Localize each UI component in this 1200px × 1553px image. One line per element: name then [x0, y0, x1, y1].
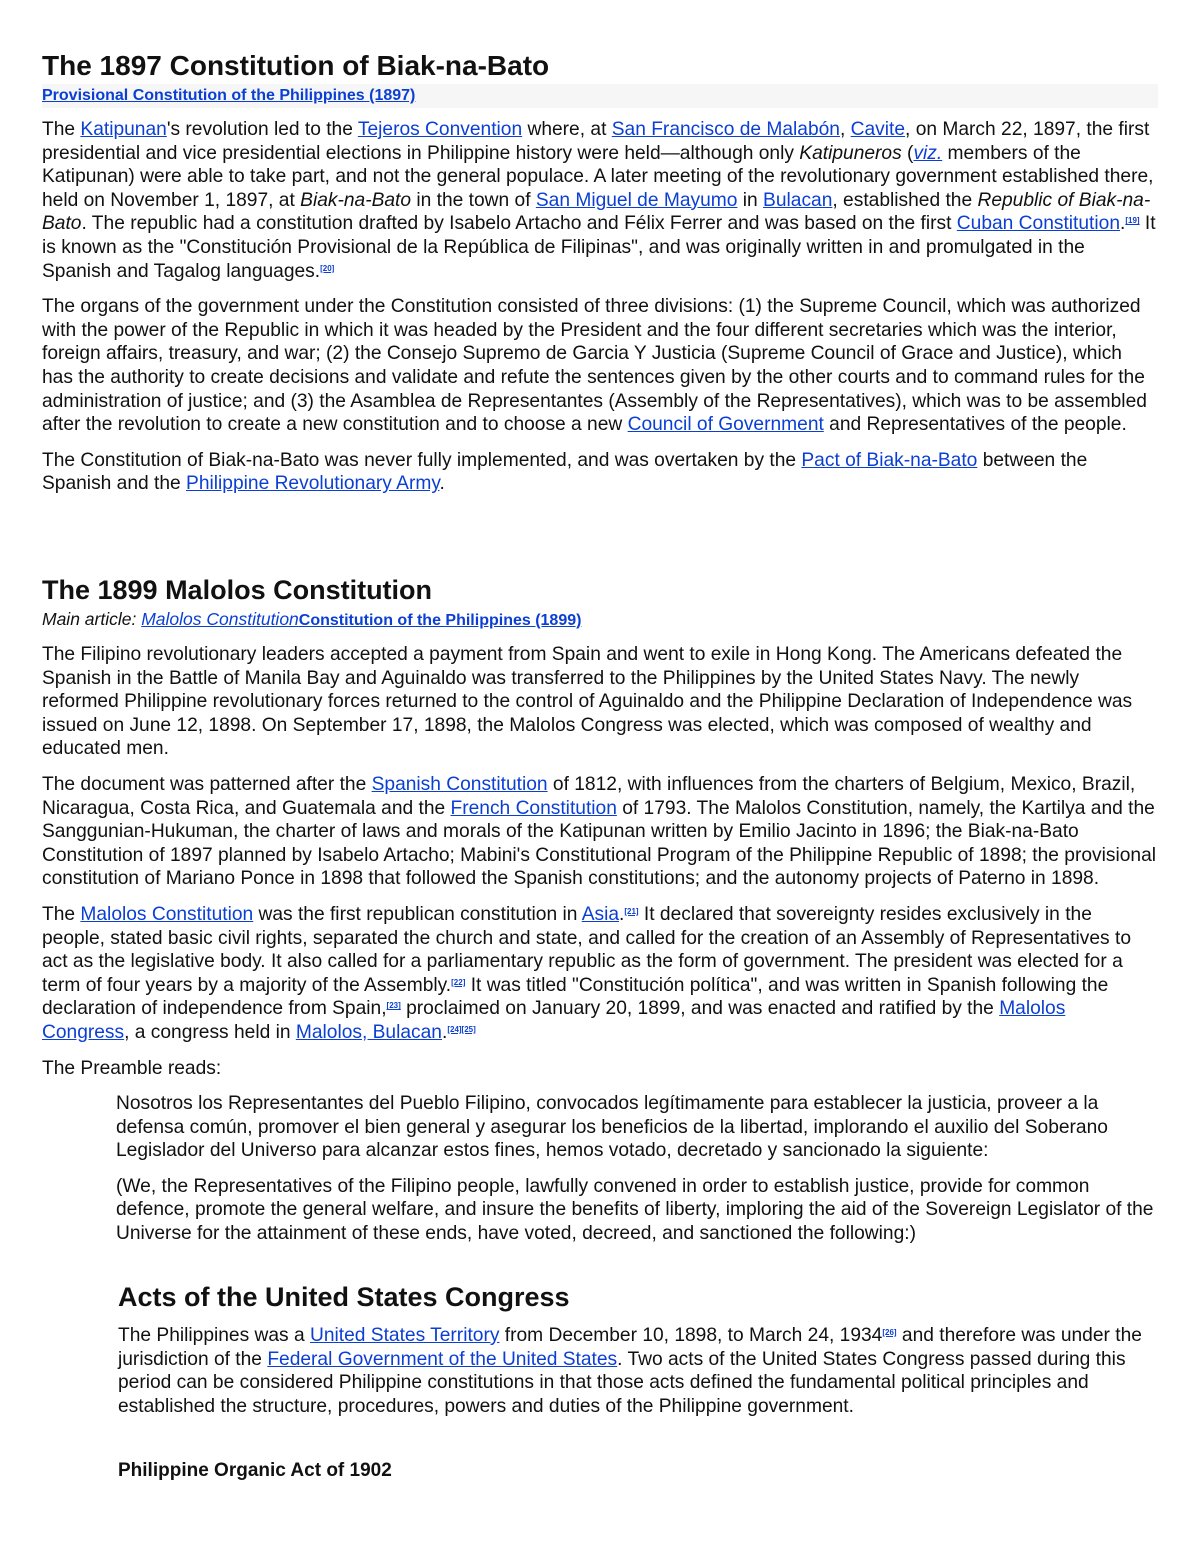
link-spanish-constitution[interactable]: Spanish Constitution — [371, 773, 548, 795]
subsection-title-organic-act: Philippine Organic Act of 1902 — [118, 1460, 392, 1482]
link-asia[interactable]: Asia — [581, 903, 620, 925]
paragraph-1897-pact: The Constitution of Biak-na-Bato was never fully implemented, and was overtaken by the Pact of Biak-na-Bato between the Spanish and the Philippine Revolutionary Army. — [42, 449, 1088, 495]
section-title-1897: The 1897 Constitution of Biak-na-Bato — [42, 50, 550, 81]
section-us-congress — [42, 1280, 1158, 1482]
link-cavite[interactable]: Cavite — [850, 119, 906, 140]
link-katipunan[interactable]: Katipunan — [80, 119, 167, 140]
link-united-states-territory[interactable]: United States Territory — [309, 1325, 500, 1346]
link-cuban-constitution[interactable]: Cuban Constitution — [956, 213, 1120, 235]
paragraph-1899-patterned: The document was patterned after the Spanish Constitution of 1812, with influences from the charters of Belgium, Mexico, Brazil, Nicaragua, Costa Rica, and Guatemala and the French Constitution of 1793. The Malolos Constitution, namely, the Kartilya and the Sanggunian-Hukuman, the charter of laws and morals of the Katipunan written by Emilio Jacinto in 1896; the Biak-na-Bato Constitution of 1897 planned by Isabelo Artacho; Mabini's Constitutional Program of the Philippine Republic of 1898; the provisional constitution of Mariano Ponce in 1898 that followed the Spanish constitutions; and the autonomy projects of Paterno in 1898. — [42, 773, 1157, 890]
ref-23[interactable]: [23] — [386, 1001, 401, 1011]
ref-21[interactable]: [21] — [624, 906, 639, 916]
ref-24-25[interactable]: [24][25] — [447, 1024, 476, 1034]
paragraph-1897-organs: The organs of the government under the Constitution consisted of three divisions: (1) the Supreme Council, which was authorized with the power of the Republic in which it was headed by the President and the four different secretaries which was the interior, foreign affairs, treasury, and war; (2) the Consejo Supremo de Garcia Y Justicia (Supreme Council of Grace and Justice), which has the authority to create decisions and validate and refute the sentences given by the other courts and to command rules for the administration of justice; and (3) the Asamblea de Representantes (Assembly of the Representatives), which was to be assembled after the revolution to create a new constitution and to choose a new Council of Government and Representatives of the people. — [42, 296, 1147, 436]
link-viz[interactable]: viz. — [913, 142, 943, 164]
section-biak-na-bato — [42, 48, 1158, 508]
subheading-1897 — [42, 84, 1158, 108]
ref-26[interactable]: [26] — [882, 1328, 897, 1337]
ref-22[interactable]: [22] — [451, 977, 466, 987]
link-provisional-constitution[interactable]: Provisional Constitution of the Philippines (1897) — [42, 87, 416, 104]
link-council-of-government[interactable]: Council of Government — [627, 414, 824, 436]
link-san-miguel-de-mayumo[interactable]: San Miguel de Mayumo — [535, 189, 738, 211]
section-title-1899: The 1899 Malolos Constitution — [42, 575, 433, 605]
paragraph-1899-exile: The Filipino revolutionary leaders accepted a payment from Spain and went to exile in Hong Kong. The Americans defeated the Spanish in the Battle of Manila Bay and Aguinaldo was transferred to the Philippines by the United States Navy. The newly reformed Philippine revolutionary forces returned to the control of Aguinaldo and the Philippine Declaration of Independence was issued on June 12, 1898. On September 17, 1898, the Malolos Congress was elected, which was composed of wealthy and educated men. — [42, 644, 1133, 760]
link-malolos-bulacan[interactable]: Malolos, Bulacan — [295, 1021, 442, 1043]
link-tejeros-convention[interactable]: Tejeros Convention — [357, 119, 523, 140]
paragraph-1899-republic: The Malolos Constitution was the first republican constitution in Asia.[21] It declared that sovereignty resides exclusively in the people, stated basic civil rights, separated the church and state, and called for the creation of an Assembly of Representatives to act as the legislative body. It also called for a parliamentary republic as the form of government. The president was elected for a term of four years by a majority of the Assembly.[22] It was titled "Constitución política", and was written in Spanish following the declaration of independence from Spain,[23] proclaimed on January 20, 1899, and was enacted and ratified by the Malolos Congress, a congress held in Malolos, Bulacan.[24][25] — [42, 903, 1131, 1043]
link-malolos-congress[interactable]: Malolos Congress — [42, 998, 1066, 1043]
link-constitution-1899[interactable]: Constitution of the Philippines (1899) — [298, 612, 582, 629]
preamble-intro: The Preamble reads: — [42, 1057, 222, 1079]
paragraph-us-territory: The Philippines was a United States Territory from December 10, 1898, to March 24, 1934[26] and therefore was under the jurisdiction of the Federal Government of the United States. Two acts of the United States Congress passed during this period can be considered Philippine constitutions in that those acts defined the fundamental political principles and established the structure, procedures, powers and duties of the Philippine government. — [118, 1325, 1142, 1417]
link-pact-of-biak-na-bato[interactable]: Pact of Biak-na-Bato — [801, 449, 978, 471]
section-malolos — [42, 573, 1158, 1246]
paragraph-1897-intro: The Katipunan's revolution led to the Tejeros Convention where, at San Francisco de Malabón, Cavite, on March 22, 1897, the first presidential and vice presidential elections in Philippine history were held—although only Katipuneros (viz. members of the Katipunan) were able to take part, and not the general populace. A later meeting of the revolutionary government established there, held on November 1, 1897, at Biak-na-Bato in the town of San Miguel de Mayumo in Bulacan, established the Republic of Biak-na-Bato. The republic had a constitution drafted by Isabelo Artacho and Félix Ferrer and was based on the first Cuban Constitution.[19] It is known as the "Constitución Provisional de la República de Filipinas", and was originally written in and promulgated in the Spanish and Tagalog languages.[20] — [42, 119, 1156, 282]
section-title-us-congress: Acts of the United States Congress — [118, 1282, 570, 1312]
link-malolos-constitution[interactable]: Malolos Constitution — [80, 903, 254, 925]
main-article-note: Main article: Malolos ConstitutionConstitution of the Philippines (1899) — [42, 609, 582, 629]
ref-20[interactable]: [20] — [320, 263, 335, 273]
link-federal-government-us[interactable]: Federal Government of the United States — [267, 1348, 618, 1370]
link-french-constitution[interactable]: French Constitution — [450, 797, 617, 819]
ref-19[interactable]: [19] — [1125, 216, 1140, 226]
preamble-quote-english: (We, the Representatives of the Filipino people, lawfully convened in order to establish justice, provide for common defence, promote the general welfare, and insure the benefits of liberty, imploring the aid of the Sovereign Legislator of the Universe for the attainment of these ends, have voted, decreed, and sanctioned the following:) — [116, 1175, 1154, 1245]
link-san-francisco-de-malabon[interactable]: San Francisco de Malabón — [611, 119, 840, 140]
link-malolos-constitution-main[interactable]: Malolos Constitution — [141, 609, 299, 629]
link-philippine-revolutionary-army[interactable]: Philippine Revolutionary Army — [186, 473, 440, 495]
preamble-quote-spanish: Nosotros los Representantes del Pueblo Filipino, convocados legítimamente para establecer la justicia, proveer a la defensa común, promover el bien general y asegurar los beneficios de la libertad, implorando el auxilio del Soberano Legislador del Universo para alcanzar estos fines, hemos votado, decretado y sancionado la siguiente: — [116, 1093, 1108, 1162]
link-bulacan[interactable]: Bulacan — [763, 189, 833, 211]
